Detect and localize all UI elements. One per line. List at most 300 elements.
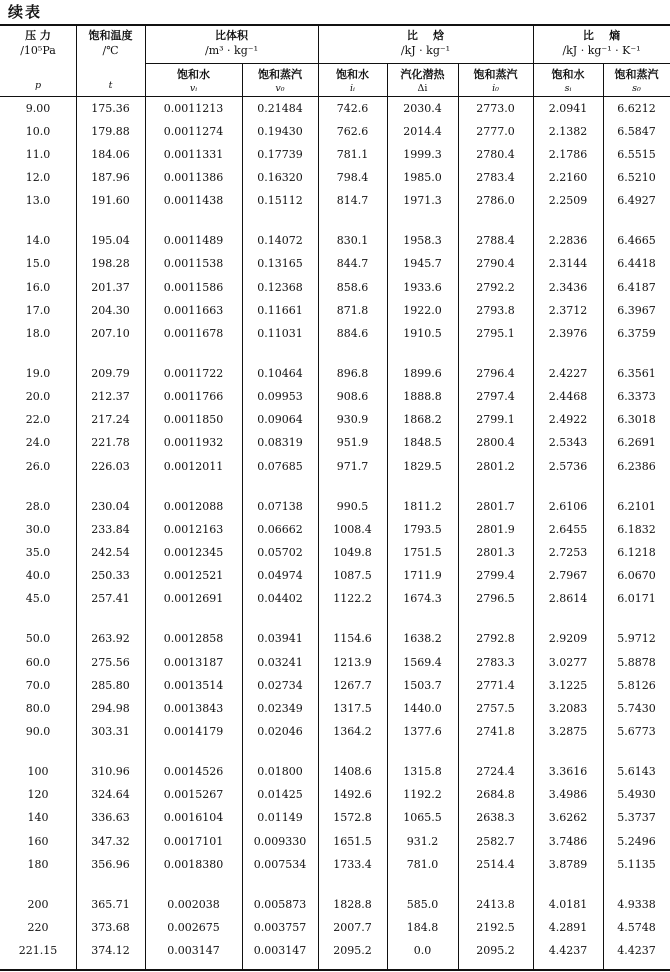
enthalpy-steam-cell: 2801.7 — [476, 499, 515, 513]
entropy-water-cell: 2.4922 — [548, 413, 588, 427]
enthalpy-unit: /kJ · kg⁻¹ — [400, 44, 451, 57]
latent-heat-cell: 1985.0 — [403, 170, 442, 184]
enthalpy-water-cell: 930.9 — [336, 413, 369, 427]
pressure-cell: 80.0 — [25, 701, 51, 715]
latent-heat-cell: 1065.5 — [403, 811, 442, 825]
temperature-cell: 365.71 — [91, 897, 130, 911]
volume-water-cell: 0.0011722 — [163, 366, 224, 380]
entropy-steam-cell: 6.2691 — [617, 436, 656, 450]
volume-steam-cell: 0.09064 — [257, 413, 303, 427]
volume-steam-cell: 0.14072 — [257, 234, 303, 248]
latent-heat-cell: 1811.2 — [403, 499, 442, 513]
entropy-steam-cell: 5.8878 — [617, 655, 656, 669]
table-row — [0, 455, 670, 478]
entropy-water-cell: 2.3144 — [548, 257, 588, 271]
latent-heat-cell: 1888.8 — [403, 390, 442, 404]
entropy-water-cell: 4.4237 — [548, 944, 588, 958]
table-row — [0, 166, 670, 189]
pressure-cell: 14.0 — [25, 234, 51, 248]
entropy-water-cell: 2.0941 — [548, 101, 588, 115]
volume-steam-cell: 0.16320 — [257, 170, 303, 184]
entropy-water-cell: 2.5343 — [548, 436, 588, 450]
entropy-water-cell: 3.0277 — [548, 655, 588, 669]
temperature-cell: 347.32 — [91, 834, 130, 848]
entropy-water-cell: 2.6106 — [548, 499, 588, 513]
latent-heat-cell: 1638.2 — [403, 632, 442, 646]
enthalpy-steam-cell: 2790.4 — [476, 257, 515, 271]
temperature-cell: 204.30 — [91, 303, 130, 317]
enthalpy-water-cell: 951.9 — [336, 436, 369, 450]
enthalpy-steam-cell: 2792.8 — [476, 632, 515, 646]
entropy-steam-cell: 6.1832 — [617, 522, 656, 536]
enthalpy-water-cell: 762.6 — [336, 124, 369, 138]
entropy-steam-cell: 6.3561 — [617, 366, 656, 380]
table-row — [0, 362, 670, 385]
pressure-cell: 13.0 — [25, 194, 51, 208]
enthalpy-steam-cell: 2793.8 — [476, 303, 515, 317]
pressure-cell: 11.0 — [25, 147, 51, 161]
group-spacer — [0, 213, 670, 230]
volume-steam-cell: 0.11661 — [257, 303, 303, 317]
temperature-cell: 207.10 — [91, 326, 130, 340]
enthalpy-water-cell: 781.1 — [336, 147, 369, 161]
pressure-cell: 26.0 — [25, 459, 51, 473]
enthalpy-steam-cell: 2800.4 — [476, 436, 515, 450]
enthalpy-header: 比 焓 — [406, 29, 445, 42]
pressure-cell: 10.0 — [25, 124, 51, 138]
pressure-cell: 180 — [27, 857, 49, 871]
table-row — [0, 276, 670, 299]
enthalpy-water-cell: 2007.7 — [333, 920, 372, 934]
enthalpy-water-cell: 830.1 — [336, 234, 369, 248]
volume-water-symbol: vᵢ — [189, 83, 198, 94]
volume-steam-cell: 0.19430 — [257, 124, 303, 138]
latent-heat-cell: 1793.5 — [403, 522, 442, 536]
table-row — [0, 720, 670, 743]
table-row — [0, 386, 670, 409]
volume-water-label: 饱和水 — [177, 68, 210, 81]
temperature-cell: 226.03 — [91, 459, 130, 473]
volume-steam-cell: 0.04974 — [257, 569, 303, 583]
enthalpy-water-cell: 798.4 — [336, 170, 369, 184]
entropy-steam-cell: 5.7430 — [617, 701, 656, 715]
temperature-cell: 275.56 — [91, 655, 130, 669]
pressure-cell: 160 — [27, 834, 49, 848]
table-row — [0, 853, 670, 876]
temperature-cell: 250.33 — [91, 569, 130, 583]
enthalpy-water-label: 饱和水 — [336, 68, 369, 81]
pressure-cell: 120 — [27, 788, 49, 802]
volume-steam-cell: 0.09953 — [257, 390, 303, 404]
enthalpy-steam-cell: 2777.0 — [476, 124, 515, 138]
enthalpy-water-cell: 858.6 — [336, 280, 369, 294]
latent-heat-cell: 1711.9 — [403, 569, 442, 583]
pressure-cell: 24.0 — [25, 436, 51, 450]
group-spacer — [0, 478, 670, 495]
entropy-steam-cell: 6.3373 — [617, 390, 656, 404]
enthalpy-water-cell: 908.6 — [336, 390, 369, 404]
entropy-water-cell: 2.5736 — [548, 459, 588, 473]
entropy-steam-cell: 6.0670 — [617, 569, 656, 583]
entropy-water-cell: 2.9209 — [548, 632, 588, 646]
volume-water-cell: 0.0011489 — [163, 234, 224, 248]
enthalpy-steam-cell: 2799.4 — [476, 569, 515, 583]
specific-volume-header: 比体积 — [215, 29, 248, 42]
volume-water-cell: 0.0012345 — [163, 545, 224, 559]
table-row — [0, 299, 670, 322]
enthalpy-water-cell: 1408.6 — [333, 765, 372, 779]
volume-steam-cell: 0.04402 — [257, 592, 303, 606]
temperature-cell: 310.96 — [91, 765, 130, 779]
volume-water-cell: 0.0011274 — [163, 124, 224, 138]
pressure-cell: 100 — [27, 765, 49, 779]
entropy-unit: /kJ · kg⁻¹ · K⁻¹ — [562, 44, 641, 57]
volume-steam-label: 饱和蒸汽 — [258, 68, 302, 81]
table-row — [0, 830, 670, 853]
entropy-water-cell: 3.6262 — [548, 811, 588, 825]
entropy-water-symbol: sᵢ — [564, 83, 572, 94]
pressure-cell: 18.0 — [25, 326, 51, 340]
table-row — [0, 651, 670, 674]
entropy-steam-cell: 6.6212 — [617, 101, 656, 115]
latent-heat-cell: 1999.3 — [403, 147, 442, 161]
latent-heat-cell: 1440.0 — [403, 701, 442, 715]
volume-steam-symbol: v₀ — [275, 83, 285, 94]
table-row — [0, 940, 670, 963]
enthalpy-water-cell: 1364.2 — [333, 724, 372, 738]
pressure-cell: 35.0 — [25, 545, 51, 559]
volume-water-cell: 0.0011213 — [163, 101, 224, 115]
volume-water-cell: 0.003147 — [167, 944, 220, 958]
volume-steam-cell: 0.01149 — [257, 811, 303, 825]
entropy-water-cell: 2.2836 — [548, 234, 588, 248]
entropy-steam-cell: 6.4665 — [617, 234, 656, 248]
enthalpy-water-cell: 1049.8 — [333, 545, 372, 559]
volume-water-cell: 0.0015267 — [163, 788, 224, 802]
entropy-steam-cell: 6.5210 — [617, 170, 656, 184]
enthalpy-steam-cell: 2796.5 — [476, 592, 515, 606]
entropy-steam-label: 饱和蒸汽 — [614, 68, 659, 81]
pressure-cell: 140 — [27, 811, 49, 825]
volume-steam-cell: 0.009330 — [253, 834, 307, 848]
group-spacer — [0, 744, 670, 761]
volume-steam-cell: 0.07138 — [257, 499, 303, 513]
entropy-steam-cell: 5.4930 — [617, 788, 656, 802]
pressure-cell: 221.15 — [18, 944, 58, 958]
table-row — [0, 541, 670, 564]
entropy-steam-cell: 6.1218 — [617, 545, 656, 559]
enthalpy-water-cell: 1317.5 — [333, 701, 372, 715]
enthalpy-steam-cell: 2780.4 — [476, 147, 515, 161]
entropy-steam-cell: 6.3018 — [617, 413, 656, 427]
latent-heat-cell: 1829.5 — [403, 459, 442, 473]
volume-water-cell: 0.0013187 — [163, 655, 224, 669]
volume-steam-cell: 0.15112 — [257, 194, 303, 208]
volume-steam-cell: 0.08319 — [257, 436, 303, 450]
temperature-cell: 294.98 — [91, 701, 130, 715]
enthalpy-steam-cell: 2413.8 — [476, 897, 515, 911]
enthalpy-water-cell: 1267.7 — [333, 678, 372, 692]
pressure-cell: 40.0 — [25, 569, 51, 583]
group-spacer — [0, 345, 670, 362]
group-spacer — [0, 876, 670, 893]
enthalpy-water-cell: 990.5 — [336, 499, 369, 513]
pressure-unit: /10⁵Pa — [20, 44, 56, 57]
entropy-steam-cell: 6.3967 — [617, 303, 656, 317]
pressure-cell: 9.00 — [25, 101, 51, 115]
temperature-cell: 263.92 — [91, 632, 130, 646]
volume-steam-cell: 0.05702 — [257, 545, 303, 559]
volume-water-cell: 0.0011850 — [163, 413, 224, 427]
temperature-cell: 336.63 — [91, 811, 130, 825]
enthalpy-water-cell: 1213.9 — [333, 655, 372, 669]
entropy-water-cell: 2.2160 — [548, 170, 588, 184]
latent-heat-cell: 1945.7 — [403, 257, 442, 271]
entropy-water-cell: 2.7967 — [548, 569, 588, 583]
latent-heat-cell: 184.8 — [406, 920, 439, 934]
pressure-cell: 19.0 — [25, 366, 51, 380]
enthalpy-water-cell: 2095.2 — [333, 944, 372, 958]
volume-water-cell: 0.0017101 — [163, 834, 224, 848]
entropy-water-cell: 2.8614 — [548, 592, 588, 606]
entropy-water-cell: 2.2509 — [548, 194, 588, 208]
enthalpy-steam-cell: 2757.5 — [476, 701, 515, 715]
latent-heat-cell: 585.0 — [406, 897, 439, 911]
enthalpy-water-cell: 884.6 — [336, 326, 369, 340]
enthalpy-steam-cell: 2724.4 — [476, 765, 515, 779]
temperature-header: 饱和温度 — [88, 29, 133, 42]
volume-water-cell: 0.0012163 — [163, 522, 224, 536]
entropy-water-cell: 3.7486 — [548, 834, 588, 848]
enthalpy-steam-cell: 2773.0 — [476, 101, 515, 115]
enthalpy-steam-cell: 2797.4 — [476, 390, 515, 404]
volume-water-cell: 0.0011586 — [163, 280, 224, 294]
entropy-steam-symbol: s₀ — [632, 83, 641, 94]
group-spacer — [0, 611, 670, 628]
table-row — [0, 588, 670, 611]
table-bottom-rule — [0, 969, 670, 971]
entropy-water-cell: 2.4468 — [548, 390, 588, 404]
temperature-cell: 242.54 — [91, 545, 130, 559]
volume-steam-cell: 0.13165 — [257, 257, 303, 271]
latent-heat-cell: 1910.5 — [403, 326, 442, 340]
entropy-steam-cell: 6.5847 — [617, 124, 656, 138]
temperature-cell: 303.31 — [91, 724, 130, 738]
enthalpy-steam-cell: 2582.7 — [476, 834, 515, 848]
enthalpy-steam-cell: 2796.4 — [476, 366, 515, 380]
enthalpy-water-cell: 1651.5 — [333, 834, 372, 848]
pressure-cell: 70.0 — [25, 678, 51, 692]
table-row — [0, 628, 670, 651]
table-caption: 续表 — [8, 3, 43, 21]
entropy-header: 比 熵 — [582, 29, 621, 42]
enthalpy-latent-symbol: Δi — [417, 83, 428, 94]
header-subdivider — [145, 63, 670, 64]
volume-water-cell: 0.0011538 — [163, 257, 224, 271]
pressure-cell: 28.0 — [25, 499, 51, 513]
latent-heat-cell: 1958.3 — [403, 234, 442, 248]
latent-heat-cell: 1751.5 — [403, 545, 442, 559]
enthalpy-steam-cell: 2771.4 — [476, 678, 515, 692]
entropy-steam-cell: 5.6773 — [617, 724, 656, 738]
entropy-steam-cell: 6.2386 — [617, 459, 656, 473]
volume-water-cell: 0.0011663 — [163, 303, 224, 317]
table-row — [0, 495, 670, 518]
entropy-steam-cell: 5.8126 — [617, 678, 656, 692]
entropy-water-cell: 3.2875 — [548, 724, 588, 738]
enthalpy-water-cell: 871.8 — [336, 303, 369, 317]
enthalpy-steam-cell: 2792.2 — [476, 280, 515, 294]
volume-steam-cell: 0.21484 — [257, 101, 303, 115]
volume-steam-cell: 0.02349 — [257, 701, 303, 715]
volume-steam-cell: 0.003147 — [253, 944, 307, 958]
temperature-cell: 217.24 — [91, 413, 130, 427]
latent-heat-cell: 0.0 — [413, 944, 432, 958]
temperature-cell: 230.04 — [91, 499, 130, 513]
volume-steam-cell: 0.17739 — [257, 147, 303, 161]
temperature-cell: 257.41 — [91, 592, 130, 606]
entropy-steam-cell: 4.9338 — [617, 897, 656, 911]
latent-heat-cell: 931.2 — [406, 834, 439, 848]
entropy-water-cell: 2.1786 — [548, 147, 588, 161]
latent-heat-cell: 2014.4 — [403, 124, 442, 138]
temperature-cell: 212.37 — [91, 390, 130, 404]
enthalpy-steam-cell: 2786.0 — [476, 194, 515, 208]
table-row — [0, 807, 670, 830]
latent-heat-cell: 1674.3 — [403, 592, 442, 606]
entropy-water-cell: 2.3436 — [548, 280, 588, 294]
entropy-steam-cell: 6.0171 — [617, 592, 656, 606]
entropy-steam-cell: 6.5515 — [617, 147, 656, 161]
volume-steam-cell: 0.10464 — [257, 366, 303, 380]
temperature-cell: 184.06 — [91, 147, 130, 161]
volume-steam-cell: 0.11031 — [257, 326, 303, 340]
table-top-rule — [0, 24, 670, 26]
temperature-cell: 233.84 — [91, 522, 130, 536]
volume-steam-cell: 0.007534 — [253, 857, 307, 871]
entropy-steam-cell: 4.5748 — [617, 920, 656, 934]
entropy-water-cell: 2.1382 — [548, 124, 588, 138]
enthalpy-water-cell: 1492.6 — [333, 788, 372, 802]
entropy-water-cell: 3.3616 — [548, 765, 588, 779]
latent-heat-cell: 1377.6 — [403, 724, 442, 738]
pressure-cell: 22.0 — [25, 413, 51, 427]
entropy-steam-cell: 5.3737 — [617, 811, 656, 825]
table-row — [0, 565, 670, 588]
latent-heat-cell: 781.0 — [406, 857, 439, 871]
enthalpy-steam-cell: 2192.5 — [476, 920, 515, 934]
pressure-header: 压 力 — [25, 29, 51, 42]
temperature-cell: 201.37 — [91, 280, 130, 294]
enthalpy-steam-cell: 2783.3 — [476, 655, 515, 669]
volume-steam-cell: 0.06662 — [257, 522, 303, 536]
volume-steam-cell: 0.005873 — [253, 897, 307, 911]
latent-heat-cell: 1868.2 — [403, 413, 442, 427]
enthalpy-water-cell: 1122.2 — [333, 592, 372, 606]
entropy-water-label: 饱和水 — [551, 68, 585, 81]
table-row — [0, 230, 670, 253]
table-row — [0, 432, 670, 455]
pressure-cell: 30.0 — [25, 522, 51, 536]
pressure-cell: 17.0 — [25, 303, 51, 317]
temperature-cell: 209.79 — [91, 366, 130, 380]
volume-steam-cell: 0.03941 — [257, 632, 303, 646]
table-row — [0, 97, 670, 120]
steam-table-body — [0, 97, 670, 963]
latent-heat-cell: 1848.5 — [403, 436, 442, 450]
table-row — [0, 916, 670, 939]
temperature-cell: 373.68 — [91, 920, 130, 934]
temperature-cell: 356.96 — [91, 857, 130, 871]
enthalpy-water-cell: 1087.5 — [333, 569, 372, 583]
entropy-steam-cell: 5.9712 — [617, 632, 656, 646]
pressure-cell: 20.0 — [25, 390, 51, 404]
latent-heat-cell: 2030.4 — [403, 101, 442, 115]
temperature-cell: 324.64 — [91, 788, 130, 802]
enthalpy-latent-label: 汽化潜热 — [400, 68, 445, 81]
entropy-steam-cell: 5.6143 — [617, 765, 656, 779]
pressure-cell: 220 — [27, 920, 49, 934]
volume-water-cell: 0.0014179 — [163, 724, 224, 738]
table-row — [0, 322, 670, 345]
enthalpy-steam-cell: 2514.4 — [476, 857, 515, 871]
volume-water-cell: 0.002038 — [167, 897, 220, 911]
table-row — [0, 253, 670, 276]
pressure-cell: 200 — [27, 897, 49, 911]
enthalpy-steam-cell: 2741.8 — [476, 724, 515, 738]
enthalpy-water-symbol: iᵢ — [350, 83, 355, 94]
volume-water-cell: 0.0018380 — [163, 857, 224, 871]
enthalpy-water-cell: 1572.8 — [333, 811, 372, 825]
volume-water-cell: 0.0011438 — [163, 194, 224, 208]
enthalpy-water-cell: 1828.8 — [333, 897, 372, 911]
pressure-symbol: p — [34, 80, 42, 91]
volume-steam-cell: 0.01425 — [257, 788, 303, 802]
pressure-cell: 12.0 — [25, 170, 51, 184]
volume-steam-cell: 0.07685 — [257, 459, 303, 473]
enthalpy-water-cell: 1154.6 — [333, 632, 372, 646]
specific-volume-unit: /m³ · kg⁻¹ — [205, 44, 258, 57]
volume-water-cell: 0.0014526 — [163, 765, 224, 779]
table-row — [0, 674, 670, 697]
entropy-water-cell: 2.7253 — [548, 545, 588, 559]
pressure-cell: 16.0 — [25, 280, 51, 294]
entropy-steam-cell: 6.2101 — [617, 499, 656, 513]
table-row — [0, 761, 670, 784]
enthalpy-steam-cell: 2801.2 — [476, 459, 515, 473]
volume-water-cell: 0.0011331 — [163, 147, 224, 161]
temperature-cell: 195.04 — [91, 234, 130, 248]
latent-heat-cell: 1922.0 — [403, 303, 442, 317]
entropy-steam-cell: 6.4927 — [617, 194, 656, 208]
pressure-cell: 50.0 — [25, 632, 51, 646]
table-row — [0, 518, 670, 541]
latent-heat-cell: 1971.3 — [403, 194, 442, 208]
volume-water-cell: 0.0011678 — [163, 326, 224, 340]
enthalpy-water-cell: 844.7 — [336, 257, 369, 271]
enthalpy-steam-symbol: i₀ — [492, 83, 499, 94]
entropy-steam-cell: 5.1135 — [617, 857, 656, 871]
enthalpy-water-cell: 1008.4 — [333, 522, 372, 536]
volume-water-cell: 0.0012521 — [163, 569, 224, 583]
volume-steam-cell: 0.003757 — [253, 920, 307, 934]
latent-heat-cell: 1315.8 — [403, 765, 442, 779]
volume-water-cell: 0.002675 — [167, 920, 220, 934]
table-row — [0, 893, 670, 916]
entropy-steam-cell: 6.4187 — [617, 280, 656, 294]
table-row — [0, 697, 670, 720]
entropy-water-cell: 2.3712 — [548, 303, 588, 317]
